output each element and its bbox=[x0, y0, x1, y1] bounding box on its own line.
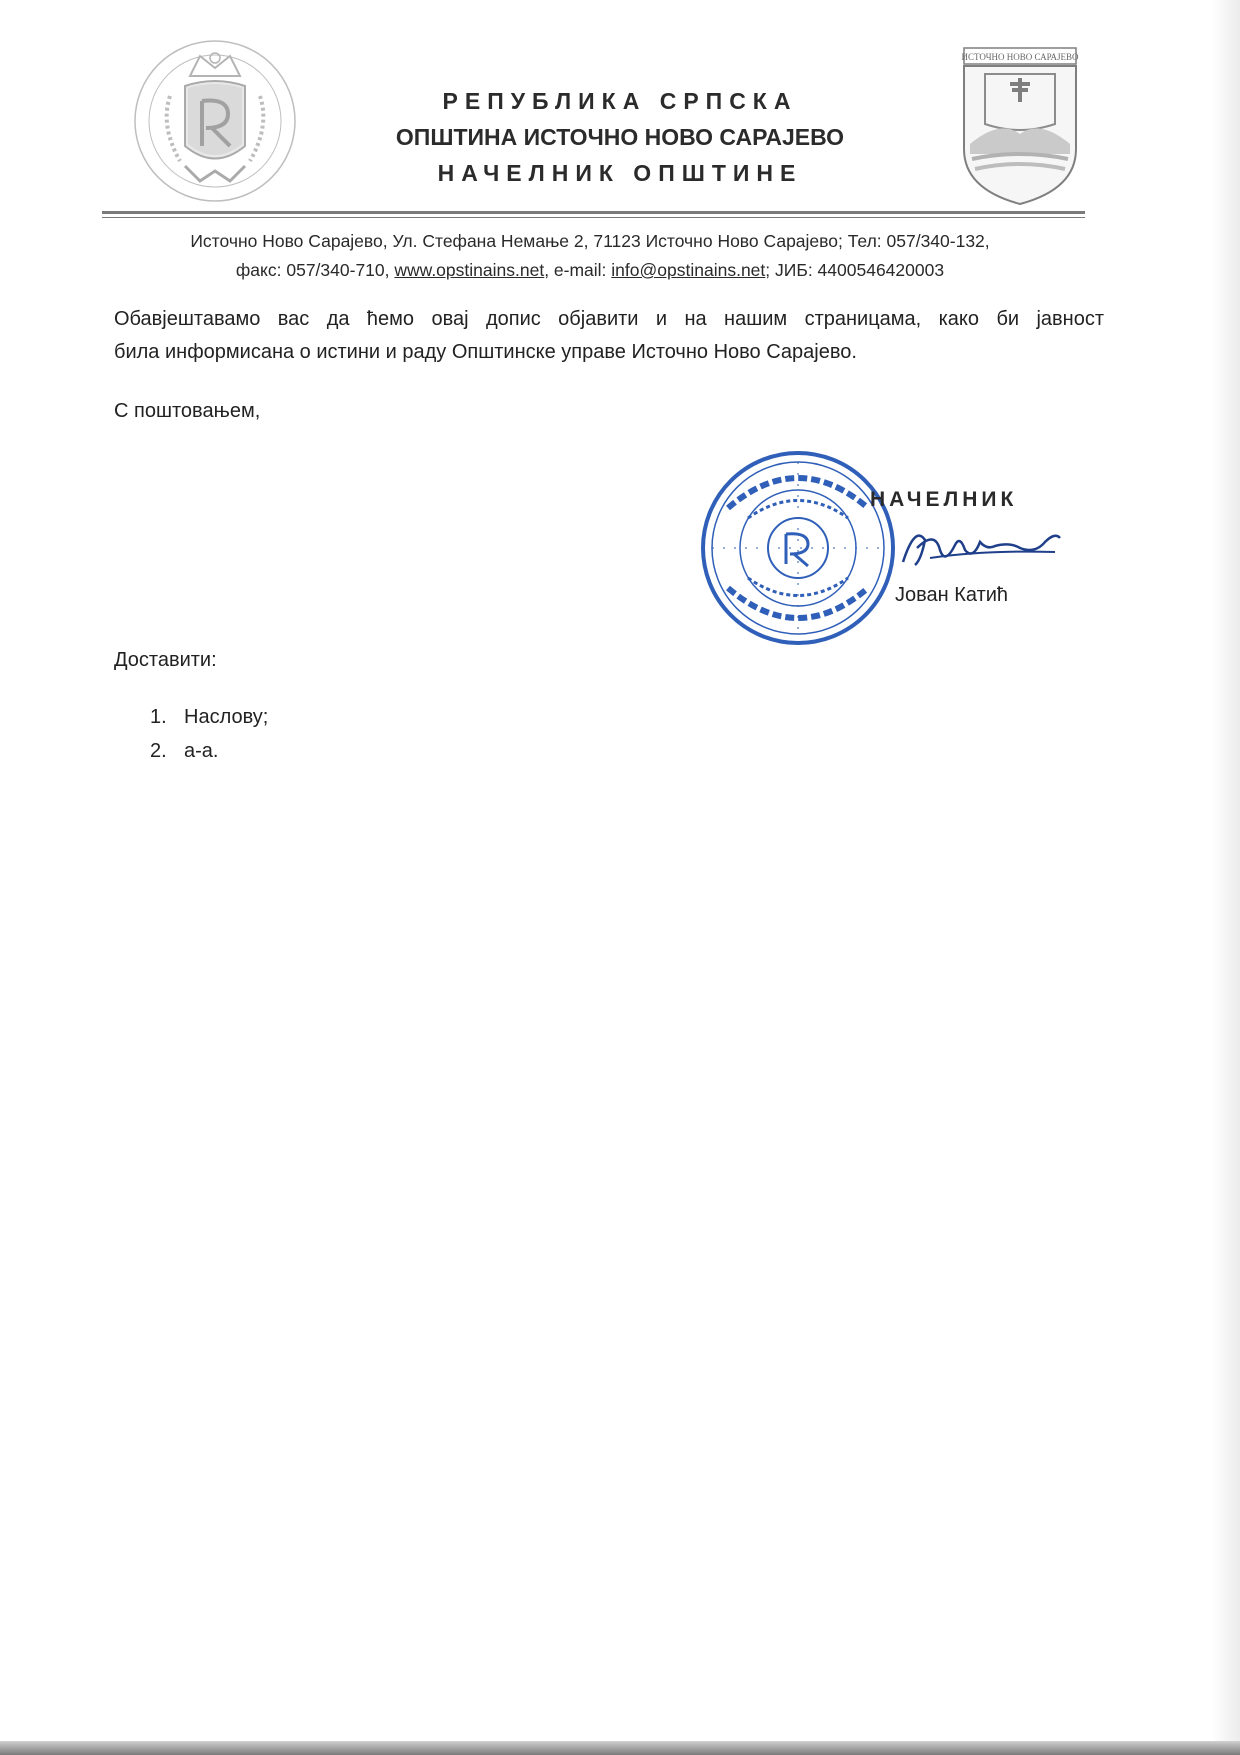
paragraph-line-1: Обавјештавамо вас да ћемо овај допис објавити и на нашим страницама, како би јавност bbox=[114, 308, 1104, 330]
list-item-text: Наслову; bbox=[184, 706, 269, 728]
list-item-number: 2. bbox=[150, 740, 167, 762]
signature-icon bbox=[895, 520, 1065, 580]
header-republic: РЕПУБЛИКА СРПСКА bbox=[442, 88, 798, 114]
paragraph-line-2: била информисана о истини и раду Општинске управе Источно Ново Сарајево. bbox=[114, 341, 857, 363]
body-paragraph bbox=[114, 303, 1104, 369]
contact-address: Источно Ново Сарајево, Ул. Стефана Немање 2, 71123 Источно Ново Сарајево; Тел: 057/340-132, bbox=[190, 231, 990, 251]
website-link[interactable]: www.opstinains.net bbox=[394, 260, 545, 280]
header-divider-thin bbox=[102, 217, 1085, 218]
signer-name: Јован Катић bbox=[895, 584, 1009, 606]
email-link[interactable]: info@opstinains.net bbox=[611, 260, 766, 280]
scan-bottom-edge bbox=[0, 1741, 1240, 1755]
scan-right-edge bbox=[1212, 0, 1240, 1755]
contact-jib: ; ЈИБ: 4400546420003 bbox=[765, 260, 945, 280]
municipality-shield-icon bbox=[960, 44, 1080, 209]
signer-title: НАЧЕЛНИК bbox=[870, 488, 1018, 511]
list-item-text: а-а. bbox=[184, 740, 219, 762]
delivery-list bbox=[150, 700, 268, 768]
greeting: С поштовањем, bbox=[114, 400, 261, 422]
header-office: НАЧЕЛНИК ОПШТИНЕ bbox=[437, 160, 803, 186]
header-municipality: ОПШТИНА ИСТОЧНО НОВО САРАЈЕВО bbox=[395, 124, 845, 150]
list-item bbox=[150, 700, 268, 734]
official-stamp-icon bbox=[698, 448, 898, 648]
list-item bbox=[150, 734, 268, 768]
contact-email-prefix: , e-mail: bbox=[544, 260, 612, 280]
list-item-number: 1. bbox=[150, 706, 167, 728]
coat-of-arms-icon bbox=[130, 36, 300, 206]
header-divider-thick bbox=[102, 211, 1085, 214]
delivery-heading: Доставити: bbox=[114, 649, 217, 671]
contact-fax: факс: 057/340-710, bbox=[235, 260, 395, 280]
contact-details bbox=[90, 256, 1090, 285]
shield-label: ИСТОЧНО НОВО САРАЈЕВО bbox=[961, 52, 1079, 62]
